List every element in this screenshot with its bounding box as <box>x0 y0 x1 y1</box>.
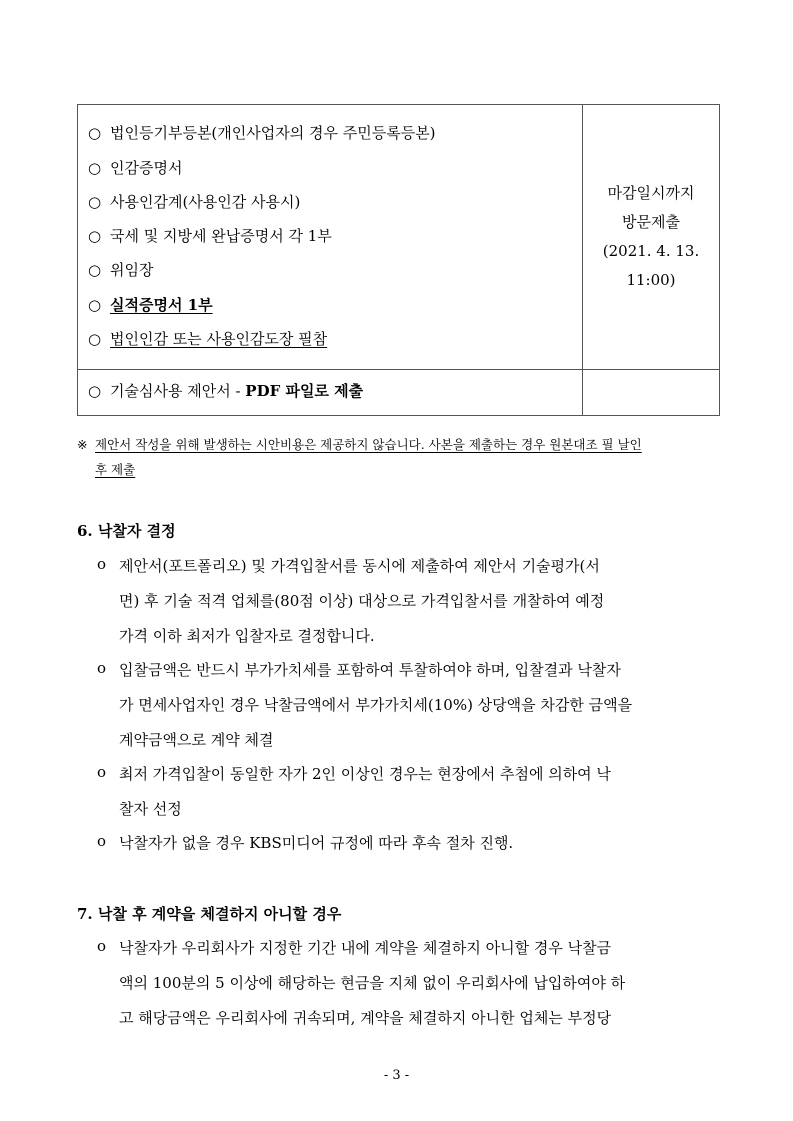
footnote-line: 제안서 작성을 위해 발생하는 시안비용은 제공하지 않습니다. 사본을 제출하는 경우 원본대조 필 날인 <box>95 437 642 452</box>
circle-bullet: ○ <box>88 296 102 314</box>
document-item: ○ 인감증명서 <box>88 159 183 177</box>
section-6-heading: 6. 낙찰자 결정 <box>77 522 176 540</box>
table-row-divider <box>78 369 719 370</box>
bullet: o <box>97 555 107 573</box>
document-item: ○ 사용인감계(사용인감 사용시) <box>88 193 301 211</box>
deadline-cell <box>583 179 719 295</box>
section-7-heading: 7. 낙찰 후 계약을 체결하지 아니할 경우 <box>77 905 342 923</box>
reference-mark: ※ <box>77 437 88 452</box>
bullet: o <box>97 937 107 955</box>
circle-bullet: ○ <box>88 124 102 142</box>
footnote-line: 후 제출 <box>95 462 136 477</box>
circle-bullet: ○ <box>88 382 102 400</box>
document-item: ○ 위임장 <box>88 261 154 279</box>
bullet: o <box>97 832 107 850</box>
document-item: ○ 실적증명서 1부 <box>88 296 213 314</box>
document-item: ○ 법인등기부등본(개인사업자의 경우 주민등록등본) <box>88 124 436 142</box>
document-item: ○ 법인인감 또는 사용인감도장 필참 <box>88 330 328 348</box>
circle-bullet: ○ <box>88 193 102 211</box>
deadline-line: (2021. 4. 13. <box>602 242 700 260</box>
submission-documents-table <box>77 104 720 416</box>
document-item: ○ 국세 및 지방세 완납증명서 각 1부 <box>88 227 332 245</box>
bullet: o <box>97 659 107 677</box>
proposal-submission-item: ○ 기술심사용 제안서 - PDF 파일로 제출 <box>88 382 364 400</box>
circle-bullet: ○ <box>88 330 102 348</box>
deadline-line: 11:00) <box>626 271 676 289</box>
circle-bullet: ○ <box>88 159 102 177</box>
circle-bullet: ○ <box>88 227 102 245</box>
page-number: - 3 - <box>383 1068 410 1083</box>
bullet: o <box>97 763 107 781</box>
circle-bullet: ○ <box>88 261 102 279</box>
deadline-line: 마감일시까지 <box>607 184 695 202</box>
deadline-line: 방문제출 <box>622 213 680 231</box>
